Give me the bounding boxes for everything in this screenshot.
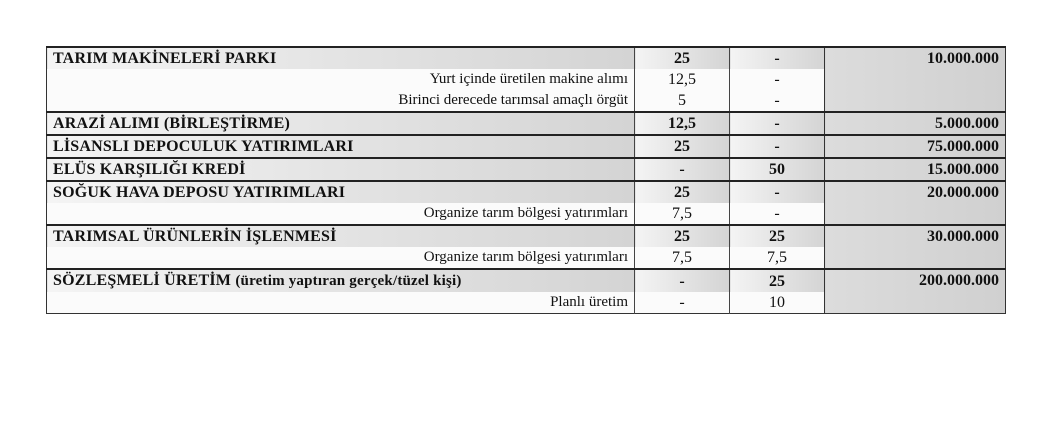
row-name: Yurt içinde üretilen makine alımı — [47, 69, 635, 90]
table-row — [47, 135, 1006, 158]
row-name — [47, 269, 635, 292]
row-name: Birinci derecede tarımsal amaçlı örgüt — [47, 90, 635, 112]
credit-limit: 30.000.000 — [825, 225, 1006, 269]
rate-col-2: 7,5 — [730, 247, 825, 269]
credit-limit: 200.000.000 — [825, 269, 1006, 314]
row-name: Organize tarım bölgesi yatırımları — [47, 247, 635, 269]
row-name-suffix: (üretim yaptıran gerçek/tüzel kişi) — [235, 273, 462, 289]
rate-col-1: 25 — [635, 225, 730, 247]
row-name: TARIMSAL ÜRÜNLERİN İŞLENMESİ — [47, 225, 635, 247]
rate-col-1: - — [635, 158, 730, 181]
row-name: ELÜS KARŞILIĞI KREDİ — [47, 158, 635, 181]
row-name: LİSANSLI DEPOCULUK YATIRIMLARI — [47, 135, 635, 158]
rate-col-1: 7,5 — [635, 247, 730, 269]
rate-col-2: - — [730, 69, 825, 90]
row-name: ARAZİ ALIMI (BİRLEŞTİRME) — [47, 112, 635, 135]
credit-limit: 20.000.000 — [825, 181, 1006, 225]
rate-col-1: 12,5 — [635, 112, 730, 135]
rate-col-1: 12,5 — [635, 69, 730, 90]
rate-col-2: - — [730, 90, 825, 112]
rate-col-1: 25 — [635, 181, 730, 203]
rate-col-2: - — [730, 135, 825, 158]
credit-limit: 10.000.000 — [825, 47, 1006, 112]
row-name-main: SÖZLEŞMELİ ÜRETİM — [53, 272, 232, 289]
rate-col-1: - — [635, 292, 730, 314]
table-row — [47, 47, 1006, 69]
table-row — [47, 112, 1006, 135]
rate-col-2: 10 — [730, 292, 825, 314]
row-name: SOĞUK HAVA DEPOSU YATIRIMLARI — [47, 181, 635, 203]
table-row — [47, 158, 1006, 181]
rate-col-1: 25 — [635, 47, 730, 69]
rate-col-2: - — [730, 181, 825, 203]
table-row — [47, 225, 1006, 247]
rate-col-1: 25 — [635, 135, 730, 158]
rate-col-2: - — [730, 47, 825, 69]
row-name: Planlı üretim — [47, 292, 635, 314]
rate-col-2: - — [730, 112, 825, 135]
row-name: TARIM MAKİNELERİ PARKI — [47, 47, 635, 69]
rate-col-2: 25 — [730, 269, 825, 292]
row-name: Organize tarım bölgesi yatırımları — [47, 203, 635, 225]
credit-limit: 75.000.000 — [825, 135, 1006, 158]
credit-limit: 15.000.000 — [825, 158, 1006, 181]
table-row — [47, 181, 1006, 203]
rate-col-1: 5 — [635, 90, 730, 112]
rate-col-1: 7,5 — [635, 203, 730, 225]
rate-col-1: - — [635, 269, 730, 292]
rate-col-2: 50 — [730, 158, 825, 181]
rate-col-2: - — [730, 203, 825, 225]
credit-rates-table — [46, 46, 1006, 314]
credit-limit: 5.000.000 — [825, 112, 1006, 135]
rate-col-2: 25 — [730, 225, 825, 247]
table-row — [47, 269, 1006, 292]
